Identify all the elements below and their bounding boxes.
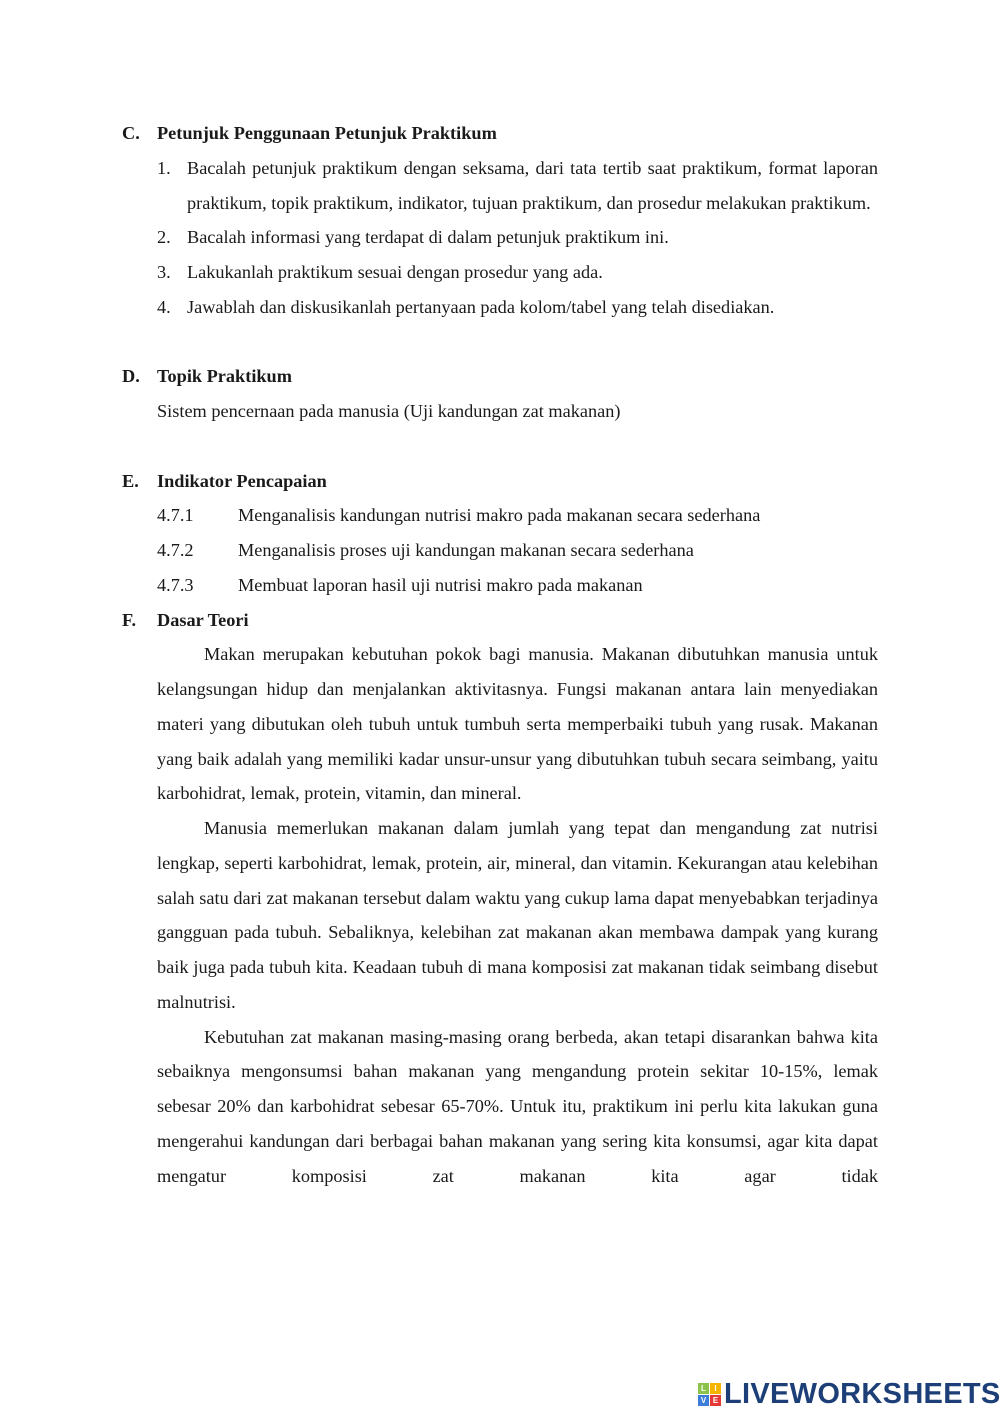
section-title: Petunjuk Penggunaan Petunjuk Praktikum [157,123,497,143]
section-title: Topik Praktikum [157,366,292,387]
topic-text: Sistem pencernaan pada manusia (Uji kandungan zat makanan) [157,401,621,421]
item-text: Bacalah informasi yang terdapat di dalam petunjuk praktikum ini. [187,227,669,248]
indicator-item [157,533,878,568]
indicator-text: Menganalisis proses uji kandungan makanan secara sederhana [238,540,694,560]
section-e-heading [122,464,878,499]
indicator-number: 4.7.2 [157,540,194,560]
logo-cubes-icon [698,1383,721,1406]
theory-paragraph: Kebutuhan zat makanan masing-masing orang berbeda, akan tetapi disarankan bahwa kita sebaiknya mengonsumsi bahan makanan yang mengandung protein sekitar 10-15%, lemak sebesar 20% dan karbohidrat sebesar 65-70%. Untuk itu, praktikum ini perlu kita lakukan guna mengerahui kandungan dari berbagai bahan makanan yang sering kita konsumsi, agar kita dapat mengatur komposisi zat makanan kita agar tidak [157,1026,878,1186]
indicator-text: Menganalisis kandungan nutrisi makro pada makanan secara sederhana [238,505,761,526]
list-item [157,290,878,325]
list-item [157,151,878,221]
list-item [157,220,878,255]
item-number: 4. [157,296,171,317]
indicator-number: 4.7.1 [157,505,194,526]
logo-cube: I [710,1383,721,1394]
indicator-item [157,498,878,533]
document-body [122,116,878,1193]
liveworksheets-logo [698,1378,1000,1411]
section-letter: E. [122,470,139,491]
section-c-heading [122,116,878,151]
logo-cube: E [710,1395,721,1406]
indicator-item [157,568,878,603]
section-d-heading [122,359,878,394]
theory-paragraph: Manusia memerlukan makanan dalam jumlah yang tepat dan mengandung zat nutrisi lengkap, seperti karbohidrat, lemak, protein, air, mineral, dan vitamin. Kekurangan atau kelebihan salah satu dari zat makanan tersebut dalam waktu yang cukup lama dapat menyebabkan terjadinya gangguan pada tubuh. Sebaliknya, kelebihan zat makanan akan membawa dampak yang kurang baik juga pada tubuh kita. Keadaan tubuh di mana komposisi zat makanan tidak seimbang disebut malnutrisi. [157,818,878,1012]
logo-text: LIVEWORKSHEETS [724,1378,1000,1410]
item-number: 3. [157,262,171,282]
list-item [157,255,878,290]
indicator-text: Membuat laporan hasil uji nutrisi makro pada makanan [238,574,643,595]
item-text: Lakukanlah praktikum sesuai dengan prosedur yang ada. [187,262,603,282]
section-title: Indikator Pencapaian [157,470,327,491]
instruction-list [157,151,878,325]
logo-cube: L [698,1383,709,1394]
logo-cube: V [698,1395,709,1406]
section-letter: F. [122,609,137,630]
item-text: Jawablah dan diskusikanlah pertanyaan pada kolom/tabel yang telah disediakan. [187,296,775,317]
theory-paragraph: Makan merupakan kebutuhan pokok bagi manusia. Makanan dibutuhkan manusia untuk kelangsungan hidup dan menjalankan aktivitasnya. Fungsi makanan antara lain menyediakan materi yang dibutukan oleh tubuh untuk tumbuh serta memperbaiki tubuh yang rusak. Makanan yang baik adalah yang memiliki kadar unsur-unsur yang dibutuhkan tubuh secara seimbang, yaitu karbohidrat, lemak, protein, vitamin, dan mineral. [157,644,878,804]
section-letter: D. [122,366,140,387]
item-number: 1. [157,157,171,178]
section-letter: C. [122,123,140,143]
item-text: Bacalah petunjuk praktikum dengan seksama, dari tata tertib saat praktikum, format laporan praktikum, topik praktikum, indikator, tujuan praktikum, dan prosedur melakukan praktikum. [187,157,878,213]
section-f-heading [122,603,878,638]
indicator-number: 4.7.3 [157,574,194,595]
item-number: 2. [157,227,171,248]
section-title: Dasar Teori [157,609,249,630]
